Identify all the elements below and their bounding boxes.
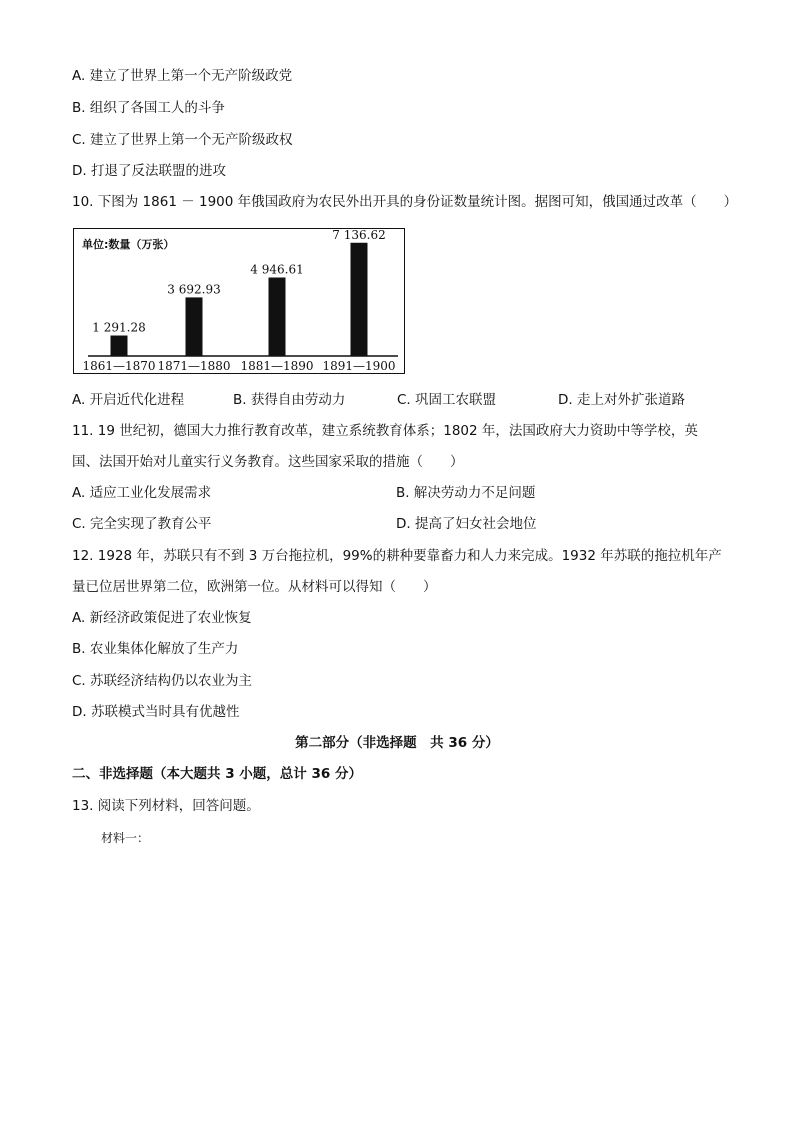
q11-stem-line1: 11. 19 世纪初，德国大力推行教育改革，建立系统教育体系；1802 年，法国政府大力资助中等学校，英 [72,423,698,439]
q11-option-b: B. 解决劳动力不足问题 [396,485,536,501]
q10-option-b: B. 获得自由劳动力 [233,392,346,408]
q12-option-b: B. 农业集体化解放了生产力 [72,641,239,657]
bar-value-label-1: 1 291.28 [92,320,146,335]
part2-title: 第二部分（非选择题 共 36 分） [295,735,499,751]
bar-chart-svg [74,229,406,375]
bar-3 [269,278,286,356]
bar-value-label-2: 3 692.93 [167,282,221,297]
q12-stem-line1: 12. 1928 年，苏联只有不到 3 万台拖拉机，99%的耕种要靠畜力和人力来完成。1932 年苏联的拖拉机年产 [72,548,722,564]
q12-option-c: C. 苏联经济结构仍以农业为主 [72,673,253,689]
bar-value-label-4: 7 136.62 [332,229,386,242]
section-heading: 二、非选择题（本大题共 3 小题，总计 36 分） [72,766,362,782]
bar-value-label-3: 4 946.61 [250,262,304,277]
q10-option-a: A. 开启近代化进程 [72,392,185,408]
q9-option-c: C. 建立了世界上第一个无产阶级政权 [72,132,293,148]
q12-option-d: D. 苏联模式当时具有优越性 [72,704,240,720]
q12-stem-line2: 量已位居世界第二位，欧洲第一位。从材料可以得知（ ） [72,579,437,595]
x-tick-label-1: 1861—1870 [82,359,156,373]
q12-option-a: A. 新经济政策促进了农业恢复 [72,610,252,626]
bar-2 [186,297,203,356]
q11-option-c: C. 完全实现了教育公平 [72,516,212,532]
q13-stem: 13. 阅读下列材料，回答问题。 [72,798,260,814]
bar-1 [111,336,128,356]
q10-option-c: C. 巩固工农联盟 [397,392,497,408]
chart-title: 单位:数量（万张） [82,238,175,251]
material-label: 材料一： [101,831,150,845]
q10-option-d: D. 走上对外扩张道路 [558,392,685,408]
bar-4 [351,243,368,356]
x-tick-label-4: 1891—1900 [322,359,396,373]
bar-chart [73,228,405,374]
q11-option-a: A. 适应工业化发展需求 [72,485,212,501]
q11-stem-line2: 国、法国开始对儿童实行义务教育。这些国家采取的措施（ ） [72,454,464,470]
x-tick-label-2: 1871—1880 [157,359,231,373]
q9-option-b: B. 组织了各国工人的斗争 [72,100,225,116]
x-tick-label-3: 1881—1890 [240,359,314,373]
q9-option-d: D. 打退了反法联盟的进攻 [72,163,226,179]
q9-option-a: A. 建立了世界上第一个无产阶级政党 [72,68,293,84]
q11-option-d: D. 提高了妇女社会地位 [396,516,537,532]
q10-stem: 10. 下图为 1861 － 1900 年俄国政府为农民外出开具的身份证数量统计图。据图可知，俄国通过改革（ ） [72,194,738,210]
